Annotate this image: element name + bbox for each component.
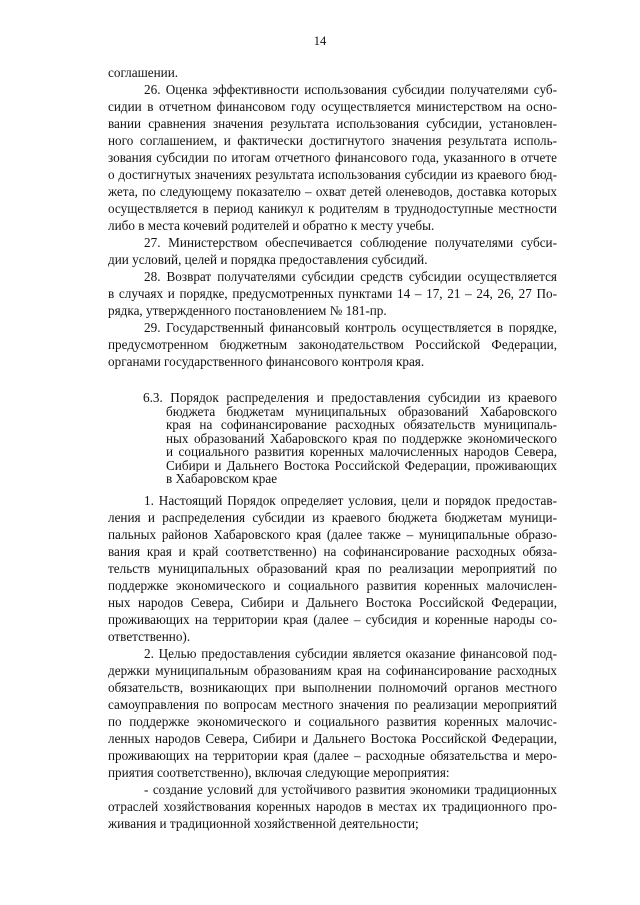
text-line: 26. Оценка эффективности использования субсидии получателями суб-: [144, 82, 557, 97]
text-line: - создание условий для устойчивого развития экономики традиционных: [144, 782, 557, 797]
text-line: живания и традиционной хозяйственной деятельности;: [108, 816, 419, 831]
text-line: жета, по следующему показателю – охват детей оленеводов, доставка которых: [108, 184, 557, 199]
text-line: обязательств, возникающих при выполнении полномочий органов местного: [108, 680, 557, 695]
page-number: 14: [313, 34, 327, 48]
text-line: приятия соответственно), включая следующие мероприятия:: [108, 765, 450, 780]
text-line: вания края и край соответственно) на софинансирование расходных обяза-: [108, 544, 557, 559]
text-line: 1. Настоящий Порядок определяет условия, цели и порядок предостав-: [144, 493, 557, 508]
heading-line: и социального развития коренных малочисленных народов Севера,: [166, 445, 557, 459]
text-line: либо в места кочевий родителей и обратно к месту учебы.: [108, 218, 435, 233]
text-line: держки муниципальным образованиям края на софинансирование расходных: [108, 663, 557, 678]
heading-line: края на софинансирование расходных обязательств муниципаль-: [166, 418, 557, 432]
text-line: дии условий, целей и порядка предоставления субсидий.: [108, 252, 428, 267]
text-line: 27. Министерством обеспечивается соблюдение получателями субси-: [144, 235, 557, 250]
heading-line: бюджета бюджетам муниципальных образований Хабаровского: [166, 404, 557, 418]
text-line: вании сравнения значения результата использования субсидии, установлен-: [108, 116, 557, 131]
text-line: 29. Государственный финансовый контроль осуществляется в порядке,: [144, 320, 557, 335]
text-line: ных народов Севера, Сибири и Дальнего Востока Российской Федерации,: [108, 595, 557, 610]
text-line: зования субсидии по итогам отчетного финансового года, указанного в отчете: [108, 150, 557, 165]
text-line: предусмотренном бюджетным законодательством Российской Федерации,: [108, 337, 557, 352]
text-block-section-6-3: [108, 492, 557, 832]
text-line: по поддержке экономического и социального развития коренных малочис-: [108, 714, 557, 729]
section-heading-6-3: [143, 391, 557, 486]
text-line: 28. Возврат получателями субсидии средств субсидии осуществляется: [144, 269, 557, 284]
text-line: о достигнутых значениях результата использования субсидии из краевого бюд-: [108, 167, 557, 182]
text-line: в случаях и порядке, предусмотренных пунктами 14 – 17, 21 – 24, 26, 27 По-: [108, 286, 557, 301]
text-line: проживающих на территории края (далее – расходные обязательства и меро-: [108, 748, 557, 763]
text-line: осуществляется в период каникул к родителям в труднодоступные местности: [108, 201, 557, 216]
heading-line: 6.3. Порядок распределения и предоставления субсидии из краевого: [143, 391, 557, 405]
text-line: поддержке экономического и социального развития коренных малочислен-: [108, 578, 557, 593]
text-line: отраслей хозяйствования коренных народов в местах их традиционного про-: [108, 799, 557, 814]
text-line: сидии в отчетном финансовом году осуществляется министерством на осно-: [108, 99, 557, 114]
heading-line: Сибири и Дальнего Востока Российской Федерации, проживающих: [166, 458, 557, 472]
text-line: соглашении.: [108, 65, 179, 80]
text-line: тельств муниципальных образований края по реализации мероприятий по: [108, 561, 557, 576]
text-line: ления и распределения субсидии из краевого бюджета бюджетам муници-: [108, 510, 557, 525]
text-line: пальных районов Хабаровского края (далее также – муниципальные образо-: [108, 527, 557, 542]
text-line: 2. Целью предоставления субсидии является оказание финансовой под-: [144, 646, 557, 661]
text-line: самоуправления по вопросам местного значения по реализации мероприятий: [108, 697, 557, 712]
text-line: органами государственного финансового контроля края.: [108, 354, 425, 369]
text-line: рядка, утвержденного постановлением № 181-пр.: [108, 303, 387, 318]
text-line: ответственно).: [108, 629, 191, 644]
text-line: ного соглашением, и фактически достигнутого значения результата исполь-: [108, 133, 557, 148]
text-block-section-6-2-end: [108, 64, 557, 370]
heading-line: в Хабаровском крае: [166, 472, 278, 486]
heading-line: ных образований Хабаровского края по поддержке экономического: [166, 431, 557, 445]
text-line: ленных народов Севера, Сибири и Дальнего Востока Российской Федерации,: [108, 731, 557, 746]
text-line: проживающих на территории края (далее – субсидия и коренные народы со-: [108, 612, 557, 627]
